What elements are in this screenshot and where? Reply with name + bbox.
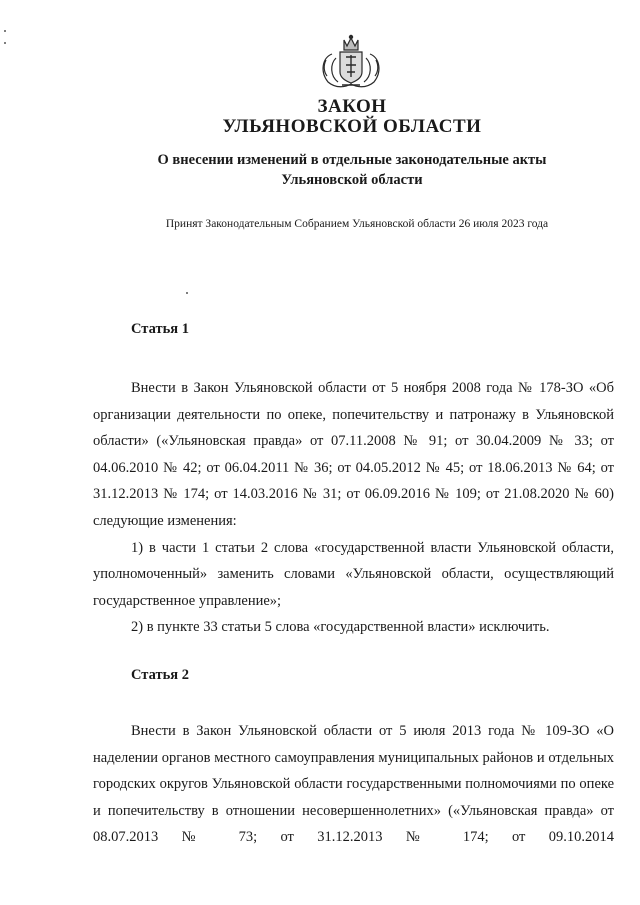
law-subject-line: Ульяновской области [281,172,423,188]
scan-speck [4,30,6,32]
article-body [93,718,614,851]
article-heading: Статья 1 [131,321,189,337]
article-body [93,375,614,641]
scan-speck [186,292,188,294]
scan-speck [4,42,6,44]
paragraph: Внести в Закон Ульяновской области от 5 ноября 2008 года № 178-ЗО «Об организации деятельности по опеке, попечительству и патронажу в Ульяновской области» («Ульяновская правда» от 07.11.2008 № 91; от 30.04.2009 № 33; от 04.06.2010 № 42; от 06.04.2011 № 36; от 04.05.2012 № 45; от 18.06.2013 № 64; от 31.12.2013 № 174; от 14.03.2016 № 31; от 06.09.2016 № 109; от 21.08.2020 № 60) следующие изменения: [93,380,614,529]
law-title: ЗАКОН [317,96,387,117]
law-subject [0,150,640,190]
paragraph: 1) в части 1 статьи 2 слова «государственной власти Ульяновской области, уполномоченный» заменить словами «Ульяновской области, осуществляющий государственное управление»; [93,539,614,609]
law-subject-line: О внесении изменений в отдельные законодательные акты [157,152,547,168]
adoption-note: Принят Законодательным Собранием Ульяновской области 26 июля 2023 года [165,218,549,230]
coat-of-arms-icon [318,32,384,90]
paragraph: 2) в пункте 33 статьи 5 слова «государственной власти» исключить. [131,619,550,636]
article-heading: Статья 2 [131,667,189,683]
paragraph: Внести в Закон Ульяновской области от 5 июля 2013 года № 109-ЗО «О наделении органов местного самоуправления муниципальных районов и отдельных городских округов Ульяновской области государственными полномочиями по опеке и попечительству в отношении несовершеннолетних» («Ульяновская правда» от 08.07.2013 № 73; от 31.12.2013 № 174; от 09.10.2014 [93,723,614,846]
region-title: УЛЬЯНОВСКОЙ ОБЛАСТИ [222,116,482,137]
